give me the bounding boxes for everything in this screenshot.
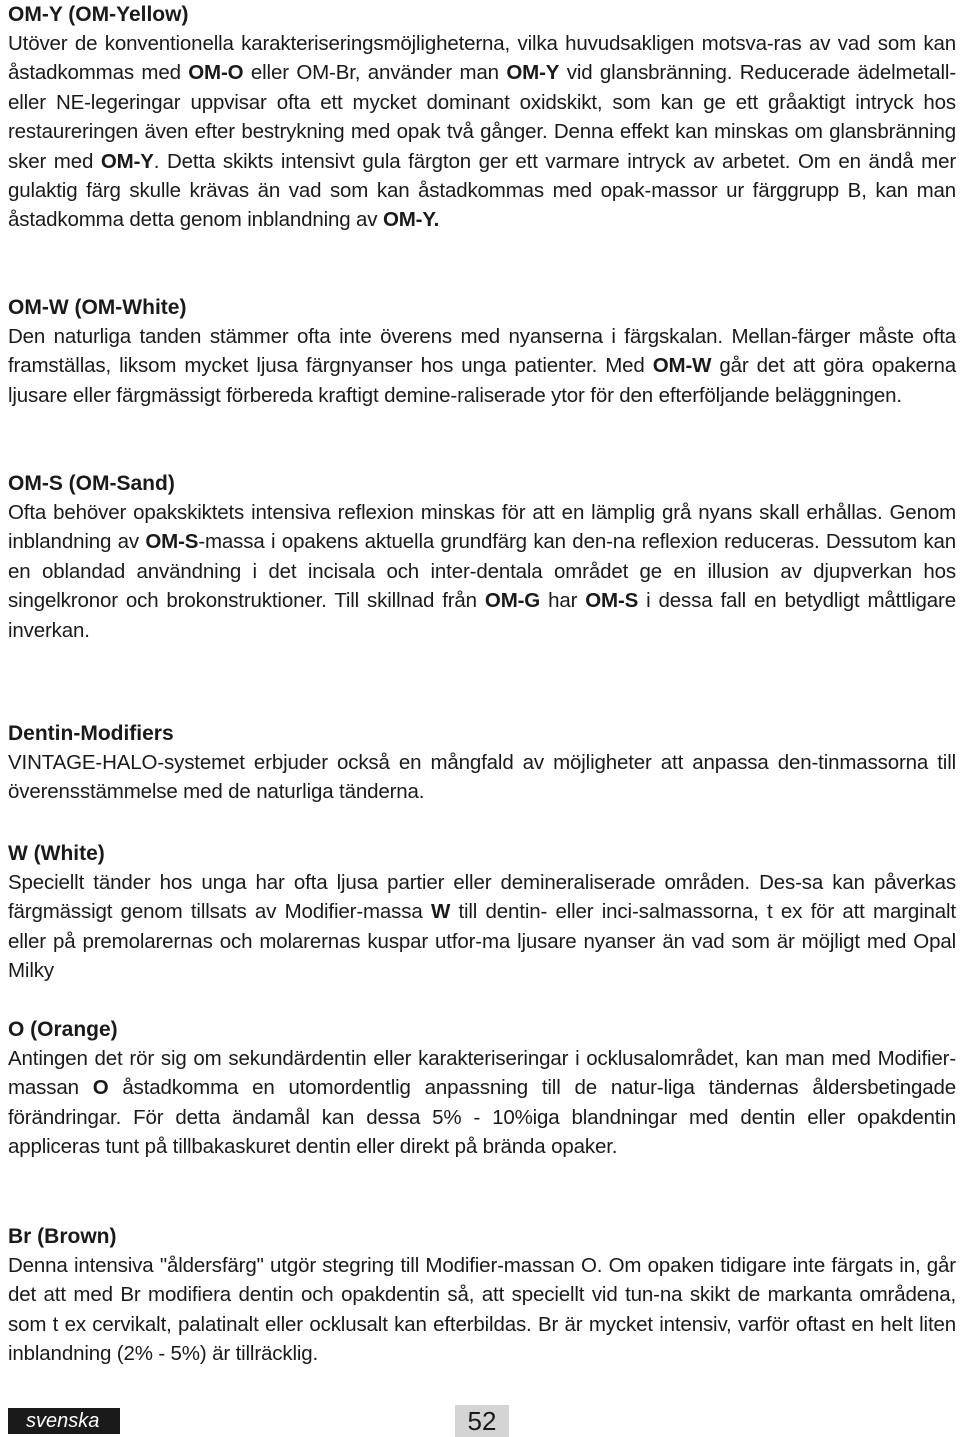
section-br <box>8 1222 956 1369</box>
bold-term: OM-G <box>484 589 541 613</box>
text-run: har <box>540 589 586 613</box>
section-w <box>8 839 956 986</box>
text-run: åstadkomma en utomordentlig anpassning till de natur-liga tändernas åldersbetingade förändringar. För detta ändamål kan dessa 5% - 10%iga blandningar med dentin eller opakdentin appliceras tunt på tillbakaskuret dentin eller direkt på brända opaker. <box>8 1076 956 1159</box>
section-body <box>8 29 956 235</box>
text-run: vid glansbränning. Reducerade ädelmetall- eller NE-legeringar uppvisar ofta ett mycket dominant oxidskikt, som kan ge ett gråaktigt intryck hos restaureringen även efter bestrykning med opak två gånger. Denna effekt kan minskas om glansbränning sker med <box>8 61 956 173</box>
text-run: i dessa fall en betydligt måttligare inverkan. <box>8 589 956 642</box>
bold-term: OM-Y. <box>382 208 440 232</box>
bold-term: OM-Y <box>100 149 154 173</box>
section-body <box>8 1251 956 1369</box>
bold-term: OM-Y <box>506 61 560 85</box>
text-run: Speciellt tänder hos unga har ofta ljusa partier eller demineraliserade områden. Des-sa kan påverkas färgmässigt genom tillsats av Modifier-massa <box>8 871 956 924</box>
bold-term: OM-S <box>585 589 639 613</box>
text-run: går det att göra opakerna ljusare eller färgmässigt förbereda kraftigt demine-raliserade ytor för den efterföljande beläggningen. <box>8 354 956 407</box>
section-body <box>8 748 956 807</box>
section-heading: W (White) <box>8 842 105 865</box>
text-run: till dentin- eller inci-salmassorna, t ex för att marginalt eller på premolarernas och molarernas kuspar utfor-ma ljusare nyanser än vad som är möjligt med Opal Milky <box>8 900 956 983</box>
bold-term: W <box>430 900 451 924</box>
section-heading: OM-Y (OM-Yellow) <box>8 3 189 26</box>
footer-page-number: 52 <box>455 1405 509 1437</box>
bold-term: OM-O <box>188 61 244 85</box>
section-o <box>8 1015 956 1162</box>
bold-term: OM-W <box>652 354 712 378</box>
section-om-w <box>8 293 956 410</box>
section-heading: O (Orange) <box>8 1018 118 1041</box>
text-run: eller OM-Br, använder man <box>243 61 507 85</box>
section-body <box>8 498 956 645</box>
text-run: Ofta behöver opakskiktets intensiva reflexion minskas för att en lämplig grå nyans skall erhållas. Genom inblandning av <box>8 501 956 554</box>
text-run: -massa i opakens aktuella grundfärg kan den-na reflexion reduceras. Dessutom kan en oblandad användning i det incisala och inter-dentala området ge en illusion av djupverkan hos singelkronor och brokonstruktioner. Till skillnad från <box>8 530 956 613</box>
text-run: Denna intensiva "åldersfärg" utgör stegring till Modifier-massan O. Om opaken tidigare inte färgats in, går det att med Br modifiera dentin och opakdentin så, att speciellt vid tun-na skikt de markanta områdena, som t ex cervikalt, palatinalt eller ocklusalt kan efterbildas. Br är mycket intensiv, varför oftast en helt liten inblandning (2% - 5%) är tillräcklig. <box>8 1254 956 1366</box>
bold-term: O <box>92 1076 109 1100</box>
bold-term: OM-S <box>145 530 199 554</box>
text-run: . Detta skikts intensivt gula färgton ger ett varmare intryck av arbetet. Om en ändå mer gulaktig färg skulle krävas än vad som kan åstadkommas med opak-massor ur färggrupp B, kan man åstadkomma detta genom inblandning av <box>8 149 956 232</box>
section-body <box>8 868 956 986</box>
section-om-y <box>8 0 956 235</box>
section-heading: OM-W (OM-White) <box>8 296 187 319</box>
section-om-s <box>8 469 956 645</box>
text-run: VINTAGE-HALO-systemet erbjuder också en mångfald av möjligheter att anpassa den-tinmassorna till överensstämmelse med de naturliga tänderna. <box>8 751 956 804</box>
section-dentin-modifiers <box>8 719 956 807</box>
section-heading: Dentin-Modifiers <box>8 722 174 745</box>
footer-language-label: svenska <box>8 1408 120 1434</box>
text-run: Den naturliga tanden stämmer ofta inte överens med nyanserna i färgskalan. Mellan-färger måste ofta framställas, liksom mycket ljusa färgnyanser hos unga patienter. Med <box>8 325 956 378</box>
section-body <box>8 1044 956 1162</box>
section-heading: OM-S (OM-Sand) <box>8 472 175 495</box>
section-body <box>8 322 956 410</box>
text-run: Antingen det rör sig om sekundärdentin eller karakteriseringar i ocklusalområdet, kan man med Modifier-massan <box>8 1047 956 1100</box>
section-heading: Br (Brown) <box>8 1225 117 1248</box>
text-run: Utöver de konventionella karakteriseringsmöjligheterna, vilka huvudsakligen motsva-ras av vad som kan åstadkommas med <box>8 32 956 85</box>
